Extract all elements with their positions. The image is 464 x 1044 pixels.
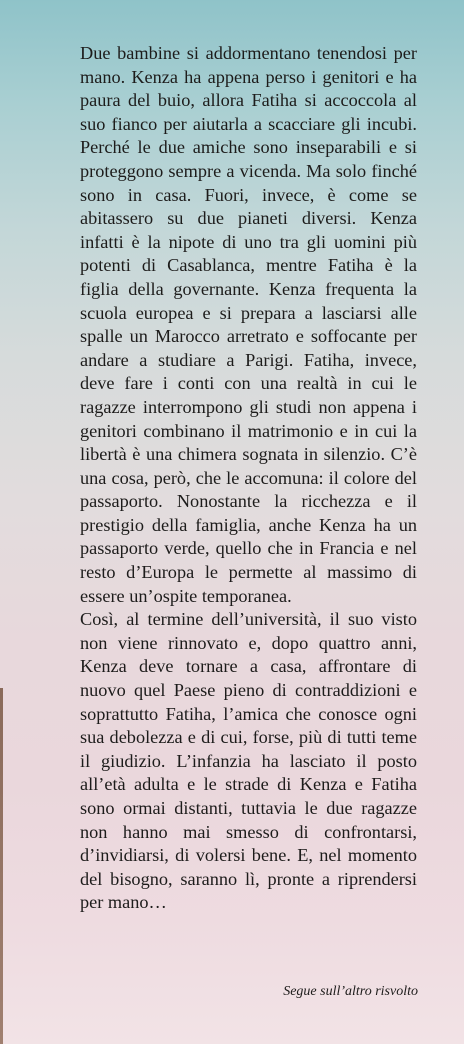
flap-blurb [80, 42, 417, 915]
blurb-paragraph-2: Così, al termine dell’università, il suo visto non viene rinnovato e, dopo quattro anni, Kenza deve tornare a casa, affrontare di nuovo quel Paese pieno di contraddizioni e soprattutto Fatiha, l’amica che conosce ogni sua debolezza e di cui, forse, più di tutti teme il giudizio. L’infanzia ha lasciato il posto all’età adulta e le strade di Kenza e Fatiha sono ormai distanti, tuttavia le due ragazze non hanno mai smesso di confrontarsi, d’invidiarsi, di volersi bene. E, nel momento del bisogno, saranno lì, pronte a riprendersi per mano… [80, 609, 417, 913]
continued-note: Segue sull’altro risvolto [283, 984, 418, 999]
cover-edge-strip [0, 688, 3, 1044]
blurb-paragraph-1: Due bambine si addormentano tenendosi per mano. Kenza ha appena perso i genitori e ha paura del buio, allora Fatiha si accoccola al suo fianco per aiutarla a scacciare gli incubi. Perché le due amiche sono inseparabili e si proteggono sempre a vicenda. Ma solo finché sono in casa. Fuori, invece, è come se abitassero su due pianeti diversi. Kenza infatti è la nipote di uno tra gli uomini più potenti di Casablanca, mentre Fatiha è la figlia della governante. Kenza frequenta la scuola europea e si prepara a lasciarsi alle spalle un Marocco arretrato e soffocante per andare a studiare a Parigi. Fatiha, invece, deve fare i conti con una realtà in cui le ragazze interrompono gli studi non appena i genitori combinano il matrimonio e in cui la libertà è una chimera sognata in silenzio. C’è una cosa, però, che le accomuna: il colore del passaporto. Nonostante la ricchezza e il prestigio della famiglia, anche Kenza ha un passaporto verde, quello che in Francia e nel resto d’Europa le permette al massimo di essere un’ospite temporanea. [80, 43, 417, 606]
